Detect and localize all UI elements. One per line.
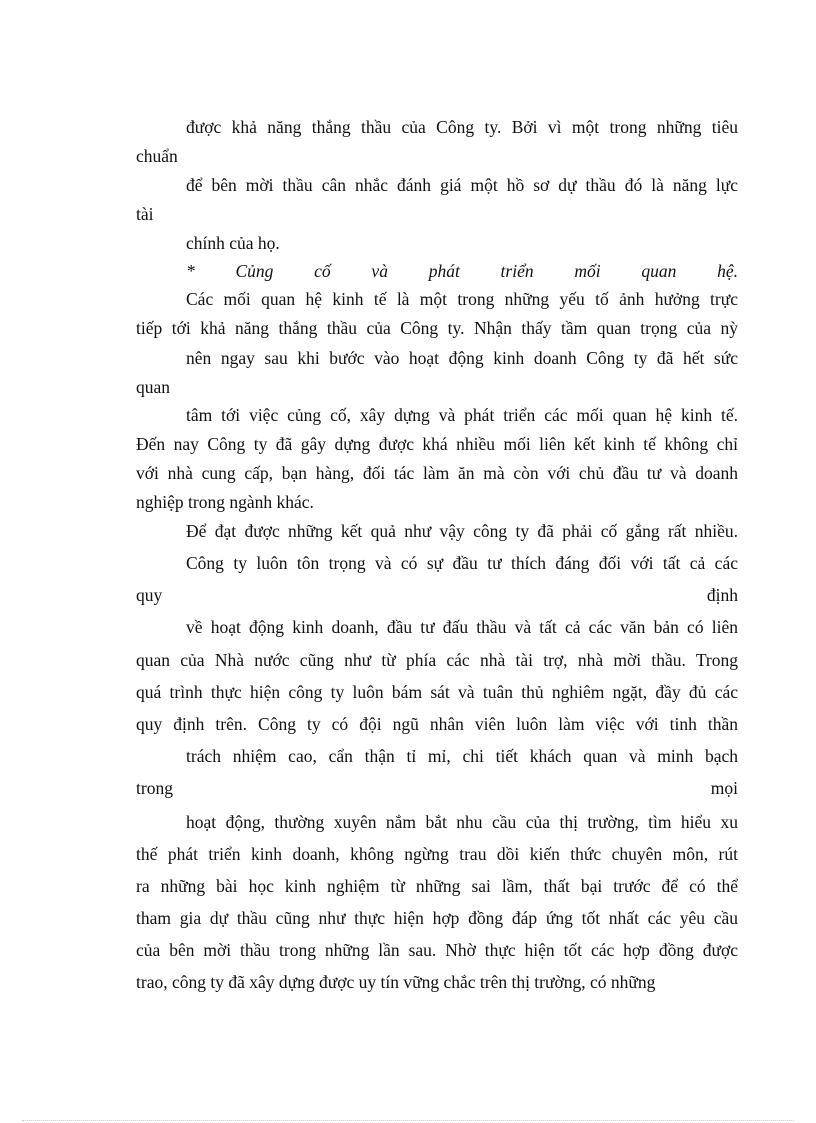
text-line: được khả năng thắng thầu của Công ty. Bởi vì một trong những tiêu (186, 117, 738, 137)
text-word: định (706, 585, 738, 605)
text-line-split (136, 585, 738, 605)
text-line: quan của Nhà nước cũng như từ phía các nhà tài trợ, nhà mời thầu. Trong (136, 650, 738, 670)
text-line: chính của họ. (186, 233, 280, 253)
text-line: quá trình thực hiện công ty luôn bám sát và tuân thủ nghiêm ngặt, đầy đủ các (136, 682, 738, 702)
text-line: chuẩn (136, 146, 178, 166)
text-line: Công ty luôn tôn trọng và có sự đầu tư thích đáng đối với tất cả các (186, 553, 738, 573)
text-line: quan (136, 377, 171, 397)
text-line: trao, công ty đã xây dựng được uy tín vững chắc trên thị trường, có những (136, 972, 656, 992)
text-line: với nhà cung cấp, bạn hàng, đối tác làm ăn mà còn với chủ đầu tư và doanh (136, 463, 738, 483)
text-word: mọi (710, 778, 738, 798)
text-line: thế phát triển kinh doanh, không ngừng trau dồi kiến thức chuyên môn, rút (136, 844, 738, 864)
text-line: ra những bài học kinh nghiệm từ những sai lầm, thất bại trước để có thể (136, 876, 738, 896)
text-line: tâm tới việc củng cố, xây dựng và phát triển các mối quan hệ kinh tế. (186, 405, 738, 425)
text-line: Để đạt được những kết quả như vậy công ty đã phải cố gắng rất nhiều. (186, 521, 738, 541)
text-line: Đến nay Công ty đã gây dựng được khá nhiều mối liên kết kinh tế không chỉ (136, 434, 738, 454)
text-word: trong (136, 778, 173, 798)
page-divider (22, 1120, 794, 1121)
text-line: nên ngay sau khi bước vào hoạt động kinh doanh Công ty đã hết sức (186, 348, 738, 368)
text-line: Các mối quan hệ kinh tế là một trong những yếu tố ảnh hưởng trực (186, 289, 738, 309)
text-line: của bên mời thầu trong những lần sau. Nhờ thực hiện tốt các hợp đồng được (136, 940, 738, 960)
text-line: hoạt động, thường xuyên nắm bắt nhu cầu của thị trường, tìm hiểu xu (186, 812, 738, 832)
text-line: tiếp tới khả năng thắng thầu của Công ty. Nhận thấy tầm quan trọng của nỳ (136, 318, 738, 338)
text-line: tham gia dự thầu cũng như thực hiện hợp đồng đáp ứng tốt nhất các yêu cầu (136, 908, 738, 928)
text-word: quy (136, 585, 163, 605)
text-line: quy định trên. Công ty có đội ngũ nhân viên luôn làm việc với tinh thần (136, 714, 738, 734)
text-line: về hoạt động kinh doanh, đầu tư đấu thầu và tất cả các văn bản có liên (186, 617, 738, 637)
text-line-split (136, 778, 738, 798)
text-line: trách nhiệm cao, cẩn thận tỉ mỉ, chi tiết khách quan và minh bạch (186, 746, 738, 766)
text-line: tài (136, 204, 154, 224)
section-heading: * Củng cố và phát triển mối quan hệ. (186, 261, 738, 281)
text-line: nghiệp trong ngành khác. (136, 492, 314, 512)
text-line: để bên mời thầu cân nhắc đánh giá một hồ sơ dự thầu đó là năng lực (186, 175, 738, 195)
